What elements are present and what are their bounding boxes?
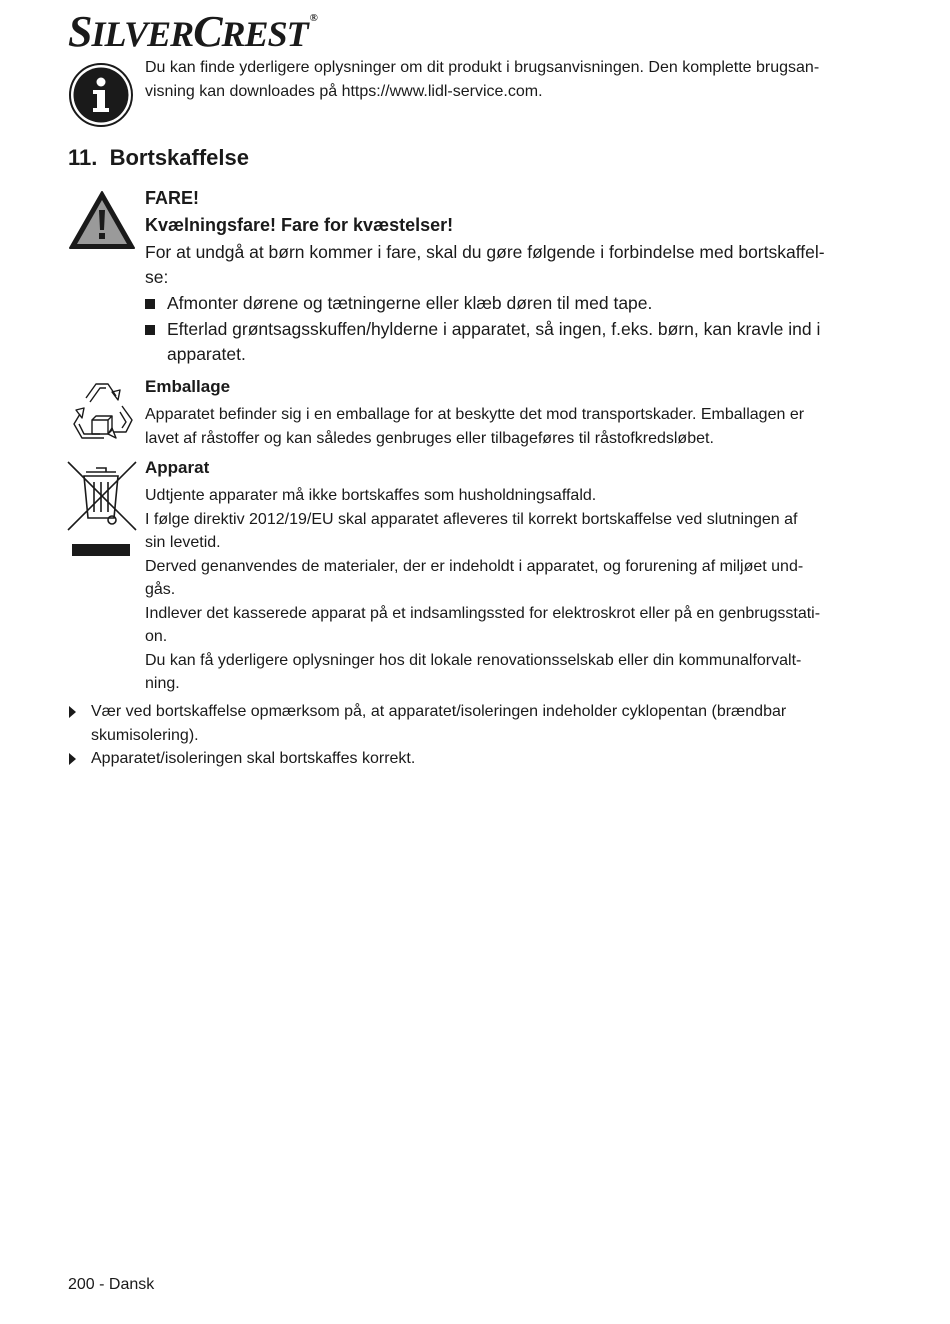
device-text: Udtjente apparater må ikke bortskaffes som husholdningsaffald. I følge direktiv 2012/19/EU skal apparatet afleveres til korrekt bortskaffelse ved slutningen af sin levetid. Derved genanvendes de materialer, der er indeholdt i apparatet, og forurening af miljøet und- gås. Indlever det kasserede apparat på et indsamlingssted for elektroskrot eller på en genbrugsstati- on. Du kan få yderligere oplysninger hos dit lokale renovationsselskab eller din kommunalforvalt- ning. <box>145 487 821 692</box>
page-number: 200 - Dansk <box>68 1276 155 1293</box>
recycling-icon <box>68 380 136 446</box>
warning-bullet-2: Efterlad grøntsagsskuffen/hylderne i apparatet, så ingen, f.eks. børn, kan kravle ind i apparatet. <box>167 319 821 364</box>
info-text: Du kan finde yderligere oplysninger om dit produkt i brugsanvisningen. Den komplette brugsan- visning kan downloades på https://www.lidl-service.com. <box>145 59 820 100</box>
warning-bullet-1: Afmonter dørene og tætningerne eller klæb døren til med tape. <box>167 293 653 313</box>
bullet-square-icon <box>145 323 155 341</box>
device-title: Apparat <box>145 458 210 477</box>
section-title: Bortskaffelse <box>109 145 249 170</box>
instruction-arrow-icon <box>69 705 76 723</box>
brand-logo: SILVERCREST ® <box>68 7 317 56</box>
bullet-square-icon <box>145 297 155 315</box>
warning-intro: For at undgå at børn kommer i fare, skal du gøre følgende i forbindelse med bortskaffel- se: <box>145 242 825 287</box>
warning-subtitle: Kvælningsfare! Fare for kvæstelser! <box>145 215 454 235</box>
instruction-1: Vær ved bortskaffelse opmærksom på, at apparatet/isoleringen indeholder cyklopentan (brændbar skumisolering). <box>91 703 787 744</box>
packaging-title: Emballage <box>145 377 231 396</box>
info-icon <box>68 62 134 128</box>
warning-triangle-icon <box>68 190 136 250</box>
section-heading <box>68 145 249 171</box>
instruction-2: Apparatet/isoleringen skal bortskaffes korrekt. <box>91 750 416 767</box>
packaging-text: Apparatet befinder sig i en emballage for at beskytte det mod transportskader. Emballagen er lavet af råstoffer og kan således genbruges eller tilbageføres til råstofkredsløbet. <box>145 406 805 447</box>
section-number: 11. <box>68 145 98 170</box>
instruction-arrow-icon <box>69 752 76 770</box>
crossed-bin-icon <box>66 460 138 560</box>
warning-title: FARE! <box>145 188 199 208</box>
